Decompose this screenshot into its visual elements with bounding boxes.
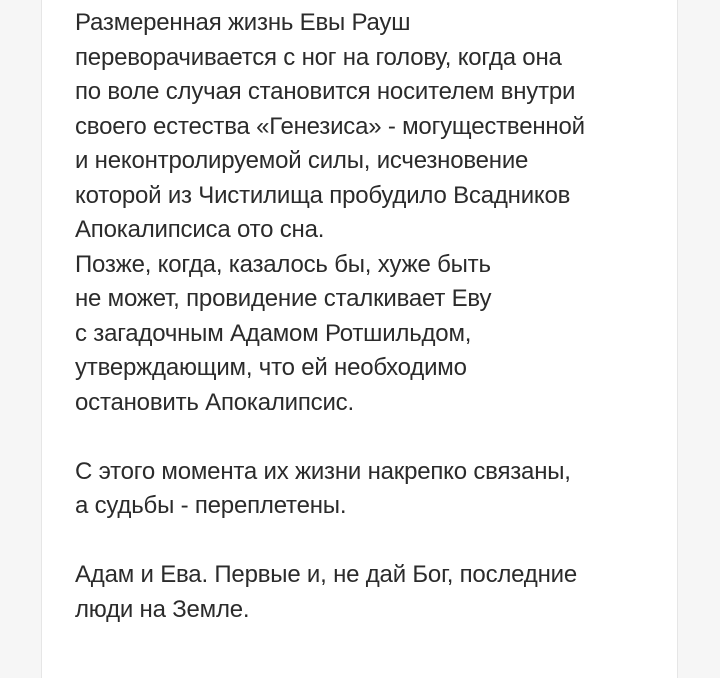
paragraph-3 [75,558,665,627]
paragraph-2 [75,455,665,524]
text-line: переворачивается с ног на голову, когда она [75,43,562,71]
text-line: которой из Чистилища пробудило Всадников [75,181,571,209]
text-line: утверждающим, что ей необходимо [75,354,467,381]
text-line: Позже, когда, казалось бы, хуже быть [75,250,491,278]
text-line: по воле случая становится носителем внутри [75,78,576,105]
text-line: своего естества «Генезиса» - могущественной [75,112,585,140]
paragraph-gap [75,524,665,559]
paragraph-gap [75,420,665,455]
text-line: а судьбы - переплетены. [75,492,347,519]
text-line: С этого момента их жизни накрепко связаны, [75,457,571,485]
left-gutter [0,0,41,678]
text-line: и неконтролируемой силы, исчезновение [75,147,529,174]
right-gutter [678,0,720,678]
description-card [41,0,678,678]
text-line: люди на Земле. [75,595,250,623]
text-line: не может, провидение сталкивает Еву [75,285,492,312]
text-line: Апокалипсиса ото сна. [75,216,325,243]
text-line: остановить Апокалипсис. [75,388,354,416]
description-text [75,6,665,627]
text-line: с загадочным Адамом Ротшильдом, [75,319,472,347]
text-line: Адам и Ева. Первые и, не дай Бог, последние [75,561,578,588]
paragraph-1 [75,6,665,420]
text-line: Размеренная жизнь Евы Рауш [75,9,411,36]
